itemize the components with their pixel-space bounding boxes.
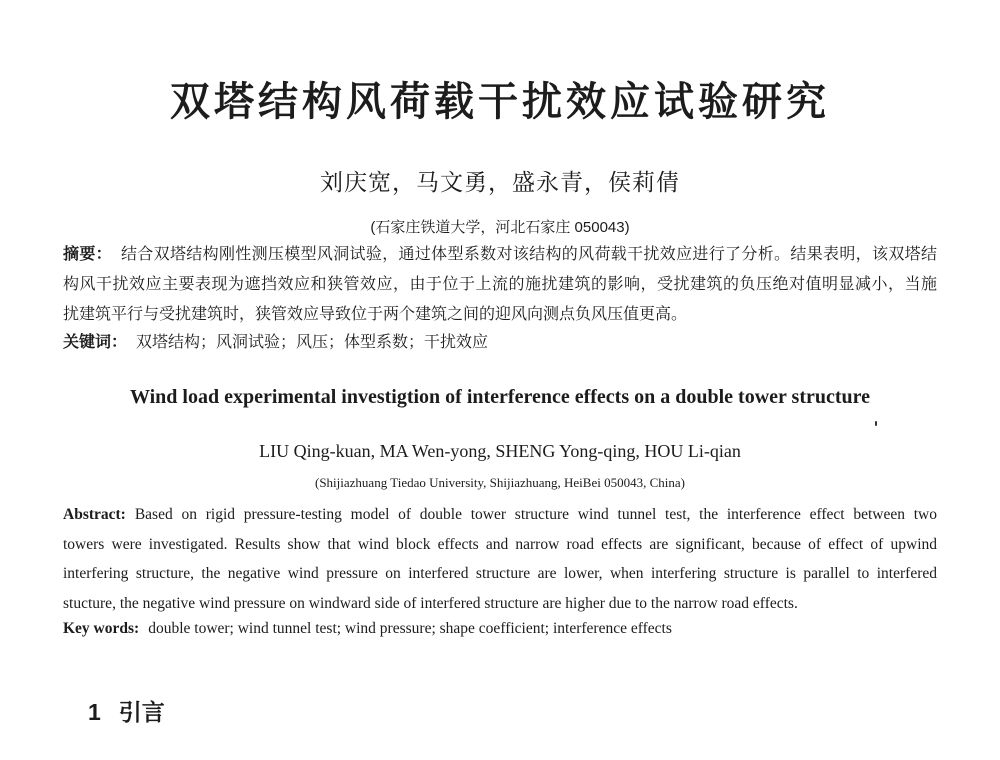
paper-title-english: Wind load experimental investigtion of interference effects on a double tower structure bbox=[129, 386, 871, 408]
keywords-english-text: double tower; wind tunnel test; wind pressure; shape coefficient; interference effects bbox=[148, 620, 672, 637]
paper-title-chinese: 双塔结构风荷载干扰效应试验研究 bbox=[170, 80, 830, 124]
abstract-chinese-line-3: 扰建筑平行与受扰建筑时，狭管效应导致位于两个建筑之间的迎风向测点负风压值更高。 bbox=[63, 306, 688, 323]
affiliation-english: (Shijiazhuang Tiedao University, Shijiazhuang, HeiBei 050043, China) bbox=[315, 475, 685, 490]
abstract-english-line-4: stucture, the negative wind pressure on windward side of interfered structure are higher due to the narrow road effects. bbox=[63, 594, 798, 612]
authors-chinese: 刘庆宽，马文勇，盛永青，侯莉倩 bbox=[320, 169, 680, 195]
abstract-english-line-2: towers were investigated. Results show that wind block effects and narrow road effects are significant, because of effect of upwind bbox=[63, 535, 937, 553]
abstract-chinese bbox=[63, 240, 937, 330]
keywords-chinese bbox=[63, 328, 937, 358]
abstract-chinese-line-2: 构风干扰效应主要表现为遮挡效应和狭管效应，由于位于上流的施扰建筑的影响，受扰建筑的负压绝对值明显减小，当施 bbox=[63, 276, 937, 293]
authors-english: LIU Qing-kuan, MA Wen-yong, SHENG Yong-qing, HOU Li-qian bbox=[259, 441, 741, 461]
abstract-chinese-text-1: 结合双塔结构刚性测压模型风洞试验，通过体型系数对该结构的风荷载干扰效应进行了分析。结果表明，该双塔结 bbox=[120, 246, 937, 263]
section-title: 引言 bbox=[118, 699, 165, 725]
abstract-english-label: Abstract: bbox=[63, 506, 126, 523]
abstract-english-line-1 bbox=[63, 500, 937, 530]
abstract-english-text-1: Based on rigid pressure-testing model of double tower structure wind tunnel test, the interference effect between two bbox=[134, 506, 937, 523]
keywords-english-label: Key words: bbox=[63, 620, 140, 637]
affiliation-chinese: (石家庄铁道大学，河北石家庄 050043) bbox=[370, 219, 630, 236]
abstract-english bbox=[63, 500, 937, 618]
scan-artifact-speck bbox=[875, 421, 877, 426]
section-heading-introduction bbox=[88, 694, 165, 727]
keywords-chinese-label: 关键词： bbox=[63, 334, 128, 351]
abstract-english-line-3: interfering structure, the negative wind pressure on interfered structure are lower, when interfering structure is parallel to interfered bbox=[63, 565, 937, 582]
abstract-chinese-line-1 bbox=[63, 240, 937, 270]
section-number: 1 bbox=[88, 699, 101, 725]
keywords-english bbox=[63, 620, 937, 638]
keywords-chinese-text: 双塔结构；风洞试验；风压；体型系数；干扰效应 bbox=[136, 334, 489, 351]
abstract-chinese-label: 摘要： bbox=[63, 246, 112, 263]
